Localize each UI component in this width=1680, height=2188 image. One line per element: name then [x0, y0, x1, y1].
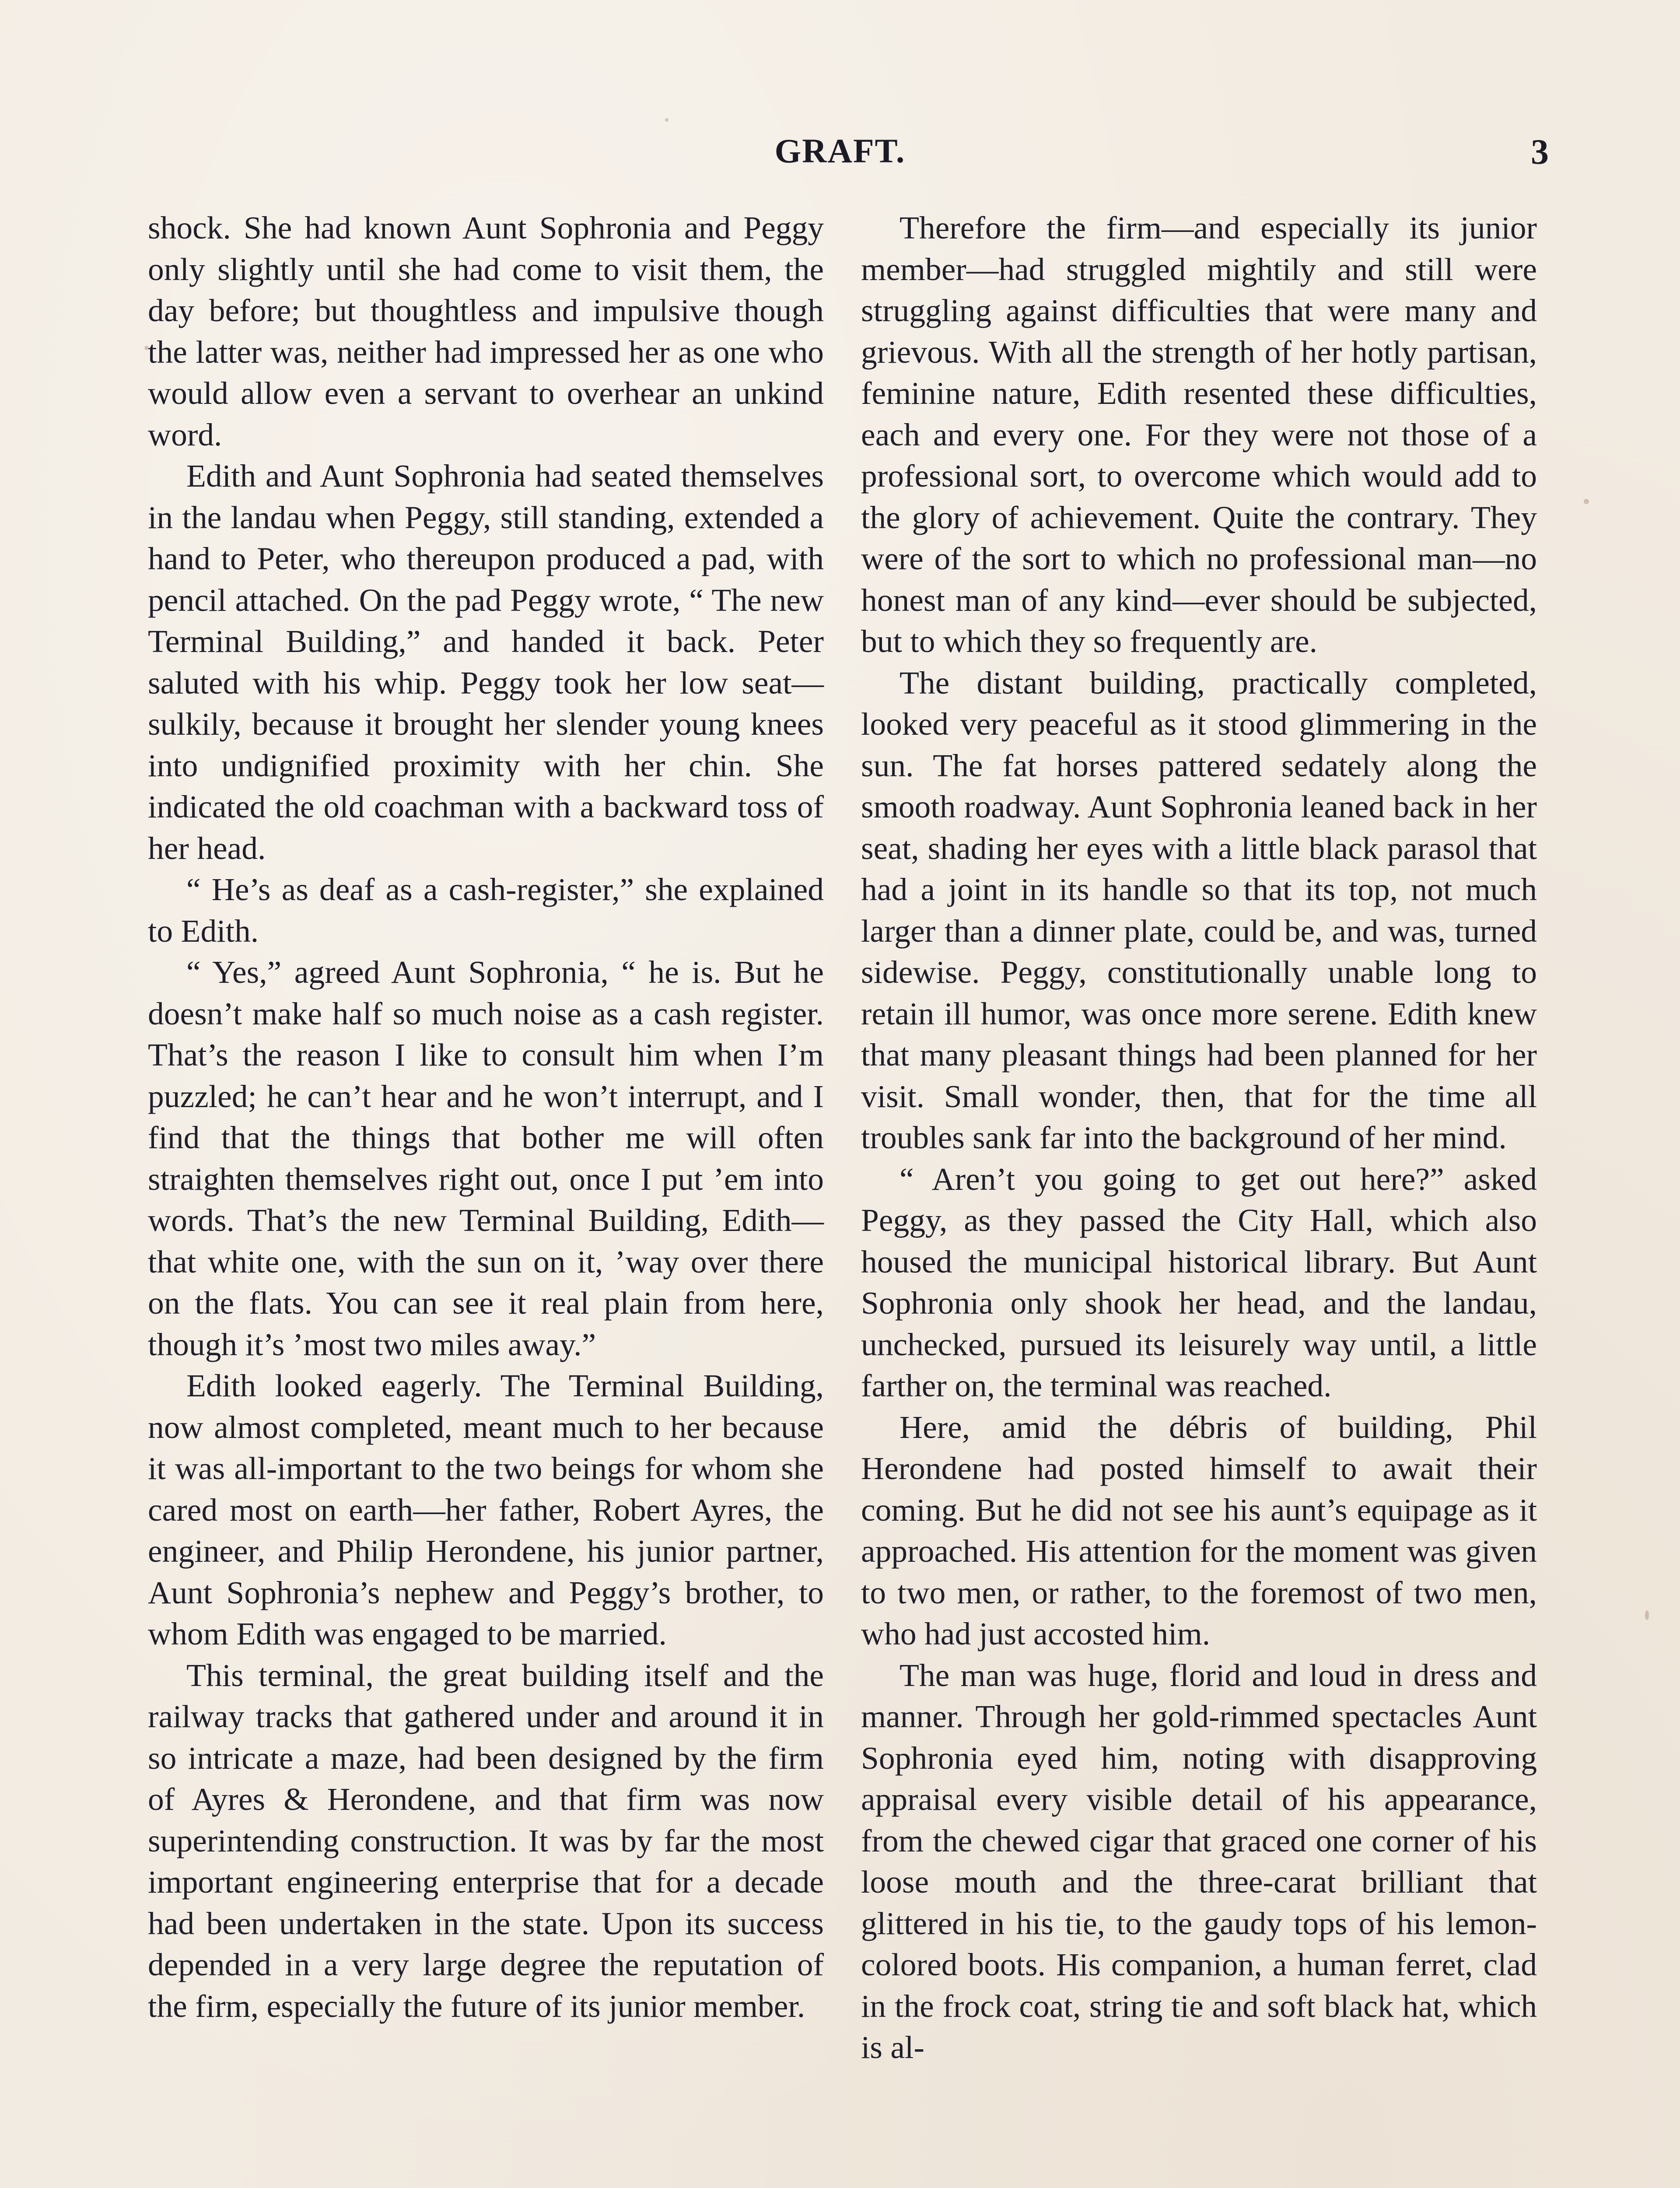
- right-text-column: [861, 207, 1537, 2069]
- paragraph: The distant building, practically completed, looked very peaceful as it stood glimmering in the sun. The fat horses pattered sedately along the smooth roadway. Aunt Sophronia leaned back in her seat, shading her eyes with a little black parasol that had a joint in its handle so that its top, not much larger than a dinner plate, could be, and was, turned sidewise. Peggy, constitutionally unable long to retain ill humor, was once more serene. Edith knew that many pleasant things had been planned for her visit. Small wonder, then, that for the time all troubles sank far into the background of her mind.: [861, 665, 1537, 1155]
- page-number: 3: [1531, 132, 1549, 172]
- paragraph: shock. She had known Aunt Sophronia and Peggy only slightly until she had come to visit them, the day before; but thoughtless and impulsive though the latter was, neither had impressed her as one who would allow even a servant to overhear an unkind word.: [148, 210, 824, 452]
- paragraph: Therefore the firm—and especially its junior member—had struggled mightily and still were struggling against difficulties that were many and grievous. With all the strength of her hotly partisan, feminine nature, Edith resented these difficulties, each and every one. For they were not those of a professional sort, to overcome which would add to the glory of achievement. Quite the contrary. They were of the sort to which no professional man—no honest man of any kind—ever should be subjected, but to which they so frequently are.: [861, 210, 1537, 659]
- paper-speck: [1584, 499, 1589, 504]
- paragraph: Edith and Aunt Sophronia had seated themselves in the landau when Peggy, still standing, extended a hand to Peter, who thereupon produced a pad, with pencil attached. On the pad Peggy wrote, “ The new Terminal Building,” and handed it back. Peter saluted with his whip. Peggy took her low seat—sulkily, because it brought her slender young knees into undignified proximity with her chin. She indicated the old coachman with a backward toss of her head.: [148, 458, 824, 866]
- paper-speck: [144, 346, 149, 350]
- running-title: GRAFT.: [774, 132, 906, 170]
- paragraph: “ He’s as deaf as a cash-register,” she explained to Edith.: [148, 872, 824, 949]
- paragraph: This terminal, the great building itself and the railway tracks that gathered under and around it in so intricate a maze, had been designed by the firm of Ayres & Herondene, and that firm was now superintending construction. It was by far the most important engineering enterprise that for a decade had been undertaken in the state. Upon its success depended in a very large degree the reputation of the firm, especially the future of its junior member.: [148, 1657, 824, 2024]
- paper-speck: [1645, 1610, 1649, 1620]
- paragraph: “ Yes,” agreed Aunt Sophronia, “ he is. But he doesn’t make half so much noise as a cash register. That’s the reason I like to consult him when I’m puzzled; he can’t hear and he won’t interrupt, and I find that the things that bother me will often straighten themselves right out, once I put ’em into words. That’s the new Terminal Building, Edith—that white one, with the sun on it, ’way over there on the flats. You can see it real plain from here, though it’s ’most two miles away.”: [148, 954, 824, 1362]
- paragraph: Here, amid the débris of building, Phil Herondene had posted himself to await their coming. But he did not see his aunt’s equipage as it approached. His attention for the moment was given to two men, or rather, to the foremost of two men, who had just accosted him.: [861, 1409, 1537, 1652]
- paragraph: The man was huge, florid and loud in dress and manner. Through her gold-rimmed spectacles Aunt Sophronia eyed him, noting with disapproving appraisal every visible detail of his appearance, from the chewed cigar that graced one corner of his loose mouth and the three-carat brilliant that glittered in his tie, to the gaudy tops of his lemon-colored boots. His companion, a human ferret, clad in the frock coat, string tie and soft black hat, which is al-: [861, 1657, 1537, 2065]
- paragraph: Edith looked eagerly. The Terminal Building, now almost completed, meant much to her because it was all-important to the two beings for whom she cared most on earth—her father, Robert Ayres, the engineer, and Philip Herondene, his junior partner, Aunt Sophronia’s nephew and Peggy’s brother, to whom Edith was engaged to be married.: [148, 1368, 824, 1652]
- paragraph: “ Aren’t you going to get out here?” asked Peggy, as they passed the City Hall, which also housed the municipal historical library. But Aunt Sophronia only shook her head, and the landau, unchecked, pursued its leisurely way until, a little farther on, the terminal was reached.: [861, 1161, 1537, 1403]
- paper-speck: [665, 118, 668, 122]
- left-text-column: [148, 207, 824, 2027]
